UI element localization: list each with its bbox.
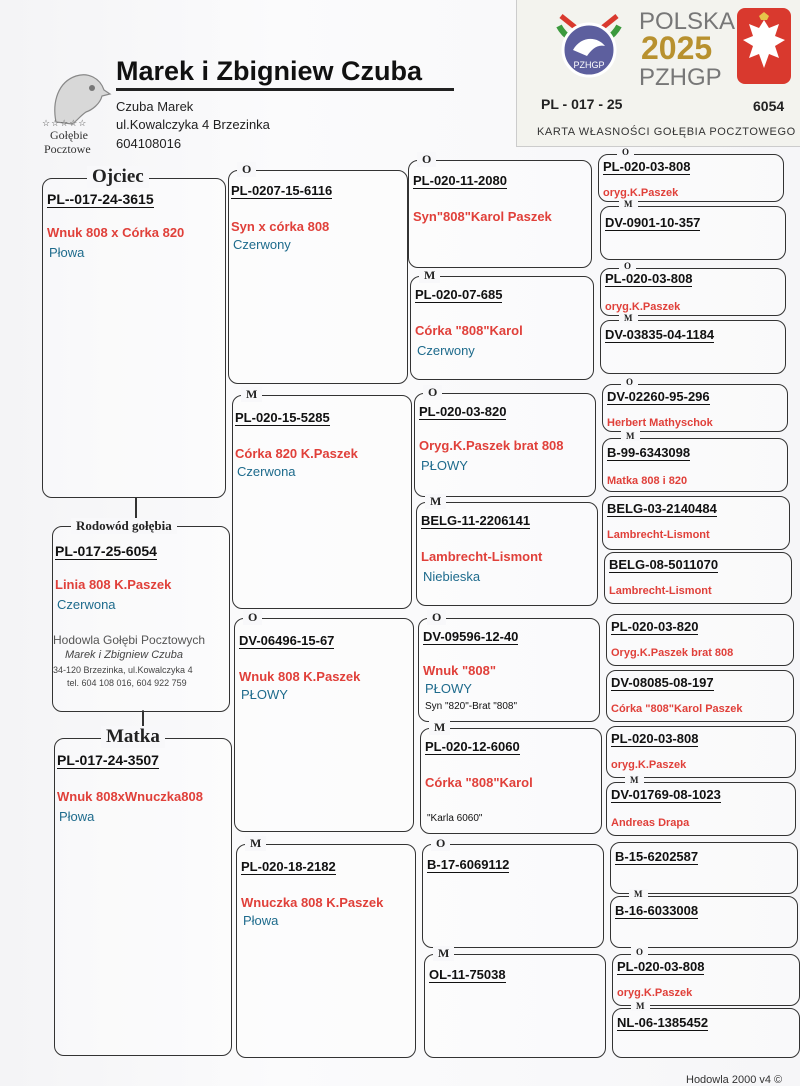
gen2-color: Czerwona — [237, 464, 296, 479]
gen3-ring-number: PL-020-12-6060 — [425, 739, 520, 754]
gen4-ring-number: BELG-03-2140484 — [607, 501, 717, 516]
gen3-sex: M — [419, 268, 440, 283]
card-caption: KARTA WŁASNOŚCI GOŁĘBIA POCZTOWEGO — [537, 126, 796, 138]
gen3-ring-number: OL-11-75038 — [429, 967, 506, 982]
gen2-ring-number: PL-020-18-2182 — [241, 859, 336, 874]
father-description: Wnuk 808 x Córka 820 — [47, 225, 185, 240]
gen4-description: oryg.K.Paszek — [605, 301, 681, 313]
gen4-box[interactable] — [606, 670, 794, 722]
gen4-box[interactable] — [600, 261, 786, 316]
logo-text-2: Pocztowe — [44, 142, 91, 156]
gen3-description: Lambrecht-Lismont — [421, 549, 543, 564]
gen3-color: PŁOWY — [421, 458, 468, 473]
gen4-sex: M — [625, 775, 644, 785]
father-heading: Ojciec — [87, 166, 149, 188]
gen4-ring-number: B-15-6202587 — [615, 849, 699, 864]
gen2-ring-number: DV-06496-15-67 — [239, 633, 335, 648]
ownership-card — [516, 0, 800, 147]
gen2-description: Córka 820 K.Paszek — [235, 446, 358, 461]
gen4-sex: O — [619, 261, 636, 271]
gen3-box[interactable] — [414, 385, 596, 497]
gen3-box[interactable] — [422, 836, 604, 948]
gen4-description: Lambrecht-Lismont — [609, 585, 712, 597]
gen4-ring-number: DV-01769-08-1023 — [611, 787, 721, 802]
pigeon-logo — [42, 66, 112, 156]
gen4-sex: O — [631, 947, 648, 957]
gen2-description: Wnuk 808 K.Paszek — [239, 669, 361, 684]
gen3-ring-number: PL-020-11-2080 — [413, 173, 507, 188]
breeder-line-2: Marek i Zbigniew Czuba — [65, 649, 183, 661]
gen3-ring-number: PL-020-03-820 — [419, 404, 507, 419]
father-color: Płowa — [49, 245, 85, 260]
badge-label: PZHGP — [573, 60, 605, 70]
gen4-box[interactable] — [602, 431, 788, 492]
gen4-description: Herbert Mathyschok — [607, 417, 713, 429]
gen4-sex: M — [621, 431, 640, 441]
gen4-description: oryg.K.Paszek — [617, 987, 693, 999]
pigeon-head-icon — [42, 66, 112, 126]
gen4-ring-number: PL-020-03-820 — [611, 619, 699, 634]
gen4-box[interactable] — [600, 313, 786, 374]
gen2-description: Syn x córka 808 — [231, 219, 330, 234]
card-year: 2025 — [641, 30, 713, 66]
gen4-box[interactable] — [606, 775, 796, 836]
gen4-ring-number: DV-0901-10-357 — [605, 215, 701, 230]
mother-ring-number: PL-017-24-3507 — [57, 752, 159, 768]
gen4-ring-number: PL-020-03-808 — [603, 159, 691, 174]
gen4-box[interactable] — [602, 496, 790, 550]
gen4-sex: O — [621, 377, 638, 387]
gen4-box[interactable] — [602, 377, 788, 432]
gen3-box[interactable] — [416, 494, 598, 606]
gen4-box[interactable] — [606, 726, 796, 778]
gen4-description: Oryg.K.Paszek brat 808 — [611, 647, 734, 659]
gen4-box[interactable] — [610, 889, 798, 948]
gen4-ring-number: PL-020-03-808 — [605, 271, 693, 286]
gen3-ring-number: B-17-6069112 — [427, 857, 510, 872]
owner-name: Czuba Marek — [116, 99, 194, 114]
gen2-box[interactable] — [236, 836, 416, 1058]
subject-heading: Rodowód gołębia — [71, 518, 177, 534]
gen3-color: PŁOWY — [425, 681, 472, 696]
gen4-sex: M — [619, 313, 638, 323]
gen2-box[interactable] — [232, 387, 412, 609]
gen3-note: "Karla 6060" — [427, 813, 483, 824]
gen4-description: Lambrecht-Lismont — [607, 529, 710, 541]
gen4-box[interactable] — [600, 199, 786, 260]
gen3-description: Oryg.K.Paszek brat 808 — [419, 438, 564, 453]
gen3-description: Wnuk "808" — [423, 663, 497, 678]
gen2-color: PŁOWY — [241, 687, 288, 702]
card-number: 6054 — [753, 98, 785, 114]
gen3-box[interactable] — [410, 268, 594, 380]
gen2-color: Płowa — [243, 913, 279, 928]
gen4-ring-number: DV-08085-08-197 — [611, 675, 714, 690]
father-box[interactable] — [42, 166, 226, 498]
gen4-ring-number: B-99-6343098 — [607, 445, 691, 460]
gen3-box[interactable] — [408, 152, 592, 268]
gen4-box[interactable] — [604, 552, 792, 604]
gen2-box[interactable] — [228, 162, 408, 384]
card-pzhgp: PZHGP — [639, 64, 722, 91]
gen4-ring-number: PL-020-03-808 — [611, 731, 699, 746]
gen4-sex: M — [619, 199, 638, 209]
gen3-ring-number: BELG-11-2206141 — [421, 513, 531, 528]
logo-text-1: Gołębie — [50, 128, 88, 142]
gen3-note: Syn "820"-Brat "808" — [425, 701, 518, 712]
gen3-ring-number: PL-020-07-685 — [415, 287, 503, 302]
gen4-description: Matka 808 i 820 — [607, 475, 688, 487]
gen4-box[interactable] — [612, 947, 800, 1006]
gen3-color: Niebieska — [423, 569, 481, 584]
gen2-sex: M — [245, 836, 266, 851]
gen2-ring-number: PL-020-15-5285 — [235, 410, 330, 425]
gen3-description: Córka "808"Karol — [415, 323, 523, 338]
gen4-ring-number: DV-03835-04-1184 — [605, 327, 715, 342]
breeder-line-4: tel. 604 108 016, 604 922 759 — [67, 678, 187, 688]
gen3-description: Syn"808"Karol Paszek — [413, 209, 552, 224]
father-ring-number: PL--017-24-3615 — [47, 191, 154, 207]
gen2-description: Wnuczka 808 K.Paszek — [241, 895, 384, 910]
subject-color: Czerwona — [57, 597, 116, 612]
gen2-sex: O — [243, 610, 262, 625]
gen4-ring-number: PL-020-03-808 — [617, 959, 705, 974]
footer-version: Hodowla 2000 v4 © — [686, 1074, 783, 1086]
owner-address: ul.Kowalczyka 4 Brzezinka — [116, 117, 270, 132]
gen3-sex: M — [425, 494, 446, 509]
gen4-box[interactable] — [598, 147, 784, 202]
gen4-ring-number: DV-02260-95-296 — [607, 389, 710, 404]
mother-box[interactable] — [54, 726, 232, 1056]
gen3-sex: O — [417, 152, 436, 167]
breeder-line-1: Hodowla Gołębi Pocztowych — [53, 633, 206, 647]
mother-description: Wnuk 808xWnuczka808 — [57, 789, 203, 804]
gen2-color: Czerwony — [233, 237, 291, 252]
gen4-description: Córka "808"Karol Paszek — [611, 703, 743, 715]
title-underline — [116, 88, 454, 91]
gen3-color: Czerwony — [417, 343, 475, 358]
gen4-box[interactable] — [606, 614, 794, 666]
gen3-sex: M — [429, 720, 450, 735]
gen2-sex: M — [241, 387, 262, 402]
gen3-box[interactable] — [418, 610, 600, 722]
polish-eagle-icon — [735, 6, 793, 86]
subject-ring-number: PL-017-25-6054 — [55, 543, 157, 559]
gen3-sex: O — [431, 836, 450, 851]
gen4-description: oryg.K.Paszek — [603, 187, 679, 199]
breeder-title: Marek i Zbigniew Czuba — [116, 56, 423, 86]
gen4-sex: M — [629, 889, 648, 899]
gen4-box[interactable] — [612, 1001, 800, 1058]
gen4-description: Andreas Drapa — [611, 817, 690, 829]
subject-description: Linia 808 K.Paszek — [55, 577, 172, 592]
gen4-ring-number: B-16-6033008 — [615, 903, 699, 918]
gen2-sex: O — [237, 162, 256, 177]
gen2-ring-number: PL-0207-15-6116 — [231, 183, 333, 198]
gen4-description: oryg.K.Paszek — [611, 759, 687, 771]
gen3-box[interactable] — [420, 720, 602, 834]
gen3-description: Córka "808"Karol — [425, 775, 533, 790]
logo-stars: ☆☆☆☆☆ — [42, 118, 88, 128]
gen4-ring-number: BELG-08-5011070 — [609, 557, 719, 572]
gen4-ring-number: NL-06-1385452 — [617, 1015, 709, 1030]
subject-box[interactable] — [52, 518, 230, 712]
gen4-box[interactable] — [610, 842, 798, 894]
gen3-box[interactable] — [424, 946, 606, 1058]
card-polska: POLSKA — [639, 8, 736, 35]
gen4-sex: O — [617, 147, 634, 157]
gen3-sex: M — [433, 946, 454, 961]
gen3-sex: O — [423, 385, 442, 400]
gen3-sex: O — [427, 610, 446, 625]
gen2-box[interactable] — [234, 610, 414, 832]
breeder-line-3: 34-120 Brzezinka, ul.Kowalczyka 4 — [53, 665, 193, 675]
card-ring: PL - 017 - 25 — [541, 96, 623, 112]
mother-color: Płowa — [59, 809, 95, 824]
pzhgp-badge-icon — [551, 6, 627, 84]
mother-heading: Matka — [101, 726, 165, 748]
owner-phone: 604108016 — [116, 136, 182, 151]
gen4-sex: M — [631, 1001, 650, 1011]
gen3-ring-number: DV-09596-12-40 — [423, 629, 519, 644]
